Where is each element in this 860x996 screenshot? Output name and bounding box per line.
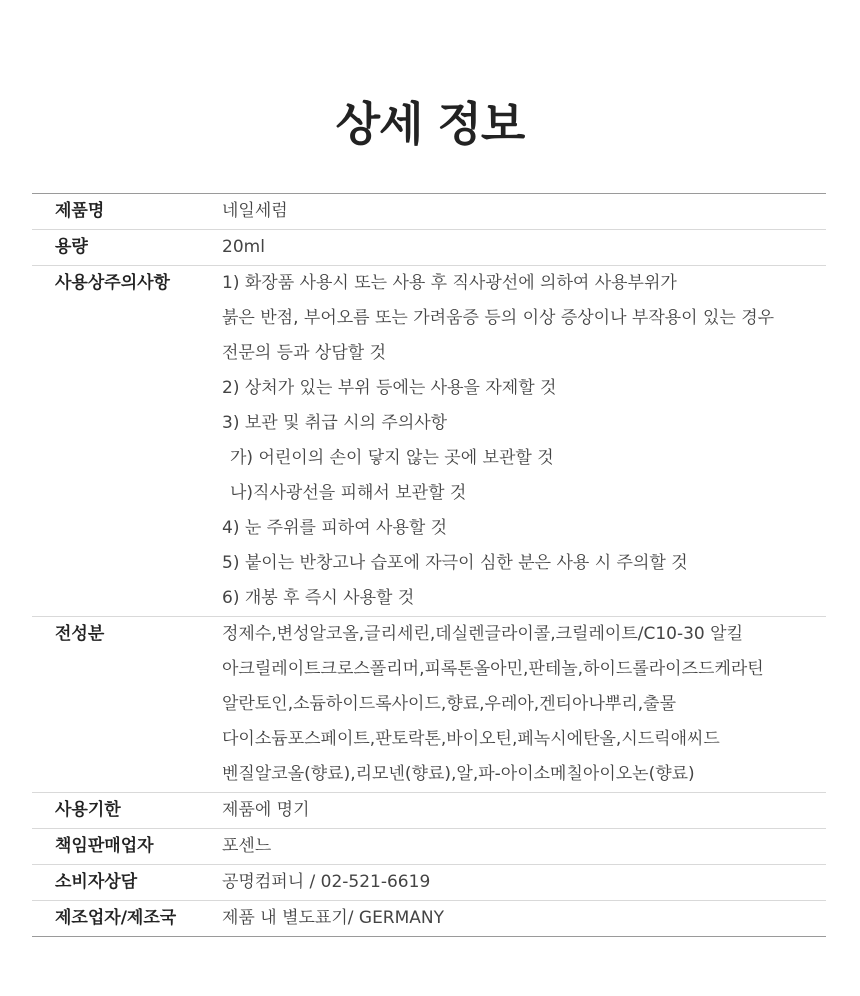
label-expiry: 사용기한	[55, 800, 121, 820]
precaution-line: 4) 눈 주위를 피하여 사용할 것	[222, 518, 448, 538]
row-manufacturer	[32, 900, 826, 936]
label-consumer-service: 소비자상담	[55, 872, 138, 892]
row-seller	[32, 828, 826, 864]
page-title: 상세 정보	[335, 97, 525, 151]
value-ingredients	[222, 617, 826, 792]
label-capacity: 용량	[55, 237, 88, 257]
precaution-line: 가) 어린이의 손이 닿지 않는 곳에 보관할 것	[230, 448, 554, 468]
precaution-line: 1) 화장품 사용시 또는 사용 후 직사광선에 의하여 사용부위가	[222, 273, 677, 293]
precaution-line: 붉은 반점, 부어오름 또는 가려움증 등의 이상 증상이나 부작용이 있는 경우	[222, 308, 775, 328]
row-product-name	[32, 194, 826, 229]
info-table	[32, 193, 826, 937]
label-seller: 책임판매업자	[55, 836, 154, 856]
row-ingredients	[32, 616, 826, 792]
label-manufacturer: 제조업자/제조국	[55, 908, 177, 928]
value-consumer-service: 공명컴퍼니 / 02-521-6619	[222, 872, 431, 892]
label-precautions: 사용상주의사항	[55, 273, 170, 293]
row-capacity	[32, 229, 826, 265]
ingredient-line: 다이소듐포스페이트,판토락톤,바이오틴,페녹시에탄올,시드릭애씨드	[222, 729, 720, 749]
value-capacity: 20ml	[222, 237, 265, 257]
value-seller: 포센느	[222, 836, 272, 856]
row-expiry	[32, 792, 826, 828]
precaution-line: 6) 개봉 후 즉시 사용할 것	[222, 588, 415, 608]
precaution-line: 나)직사광선을 피해서 보관할 것	[230, 483, 467, 503]
ingredient-line: 정제수,변성알코올,글리세린,데실렌글라이콜,크릴레이트/C10-30 알킬	[222, 624, 743, 644]
precaution-line: 2) 상처가 있는 부위 등에는 사용을 자제할 것	[222, 378, 557, 398]
precaution-line: 3) 보관 및 취급 시의 주의사항	[222, 413, 448, 433]
value-precautions	[222, 266, 826, 616]
row-consumer-service	[32, 864, 826, 900]
value-expiry: 제품에 명기	[222, 800, 310, 820]
ingredient-line: 아크릴레이트크로스폴리머,피록톤올아민,판테놀,하이드롤라이즈드케라틴	[222, 659, 764, 679]
precaution-line: 전문의 등과 상담할 것	[222, 343, 387, 363]
ingredient-line: 알란토인,소듐하이드록사이드,향료,우레아,겐티아나뿌리,출물	[222, 694, 676, 714]
precaution-line: 5) 붙이는 반창고나 습포에 자극이 심한 분은 사용 시 주의할 것	[222, 553, 688, 573]
value-manufacturer: 제품 내 별도표기/ GERMANY	[222, 908, 445, 928]
value-product-name: 네일세럼	[222, 201, 288, 221]
ingredient-line: 벤질알코올(향료),리모넨(향료),알,파-아이소메칠아이오논(향료)	[222, 764, 695, 784]
label-product-name: 제품명	[55, 201, 105, 221]
label-ingredients: 전성분	[55, 624, 105, 644]
row-precautions	[32, 265, 826, 616]
